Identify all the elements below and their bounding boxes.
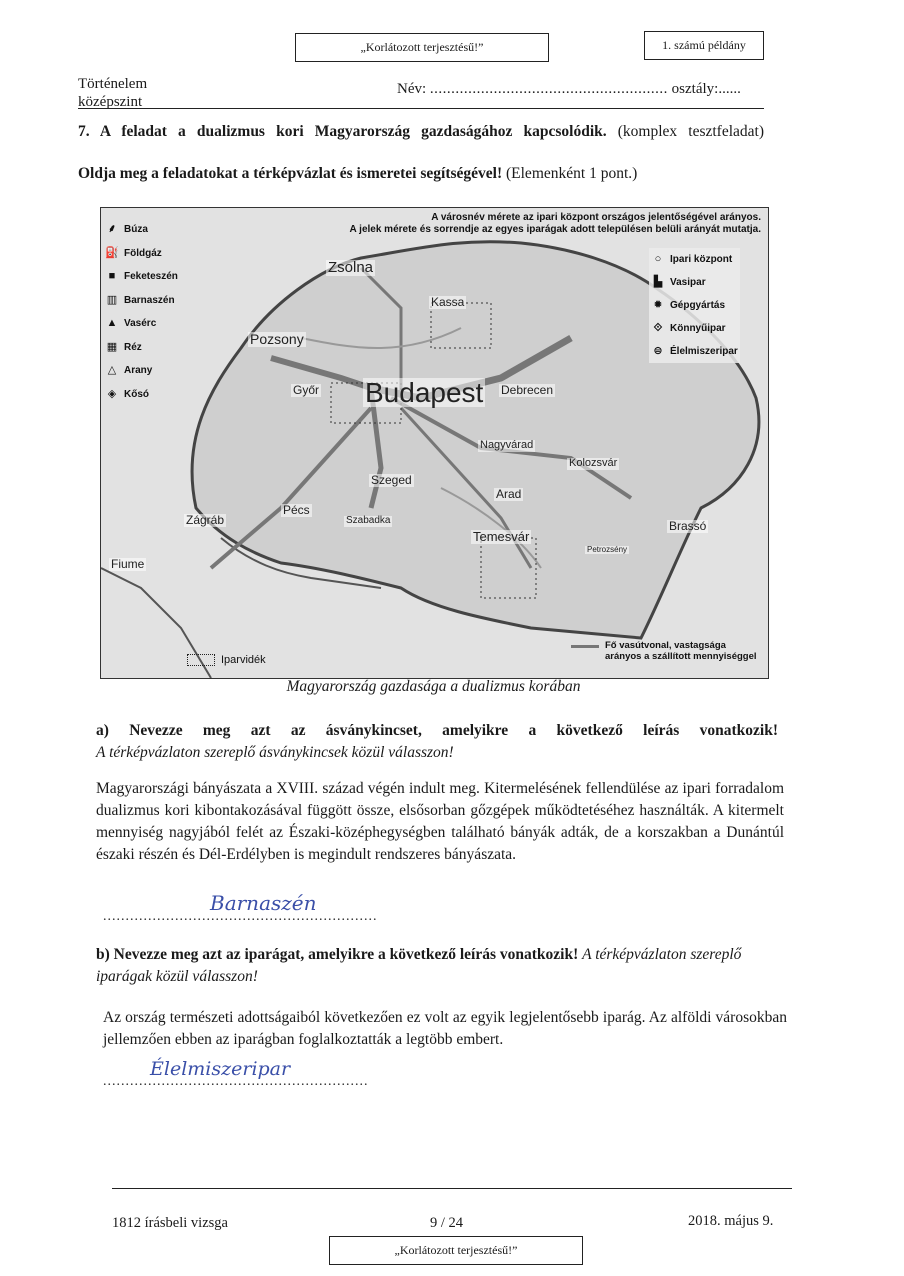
railway-legend [571, 640, 757, 662]
city-debrecen: Debrecen [501, 383, 554, 397]
legend-iron-industry-label: Vasipar [670, 277, 706, 288]
legend-gas [105, 242, 178, 266]
legend-iron-ore [105, 312, 178, 336]
subject-block [78, 75, 147, 111]
legend-brown-coal-label: Barnaszén [124, 294, 175, 306]
industrial-zone-legend [187, 654, 266, 666]
legend-light-industry [651, 317, 738, 340]
footer-exam-code: 1812 írásbeli vizsga [112, 1215, 228, 1231]
question-b-prompt [96, 944, 786, 988]
salt-icon: ◈ [107, 387, 117, 400]
legend-black-coal [105, 265, 178, 289]
task-title-normal: (komplex tesztfeladat) [617, 123, 764, 140]
answer-b-handwriting[interactable]: Élelmiszeripar [150, 1058, 291, 1080]
legend-salt [105, 383, 178, 407]
map-note-line2: A jelek mérete és sorrendje az egyes iparágak adott településen belüli arányát mutatja. [349, 224, 761, 235]
food-industry-icon: ⊜ [653, 345, 663, 357]
map-note-line1: A városnév mérete az ipari központ országos jelentőségével arányos. [431, 212, 761, 223]
iron-industry-icon: ▙ [653, 276, 663, 288]
legend-light-industry-label: Könnyűipar [670, 323, 726, 334]
header-rule [78, 108, 764, 109]
city-budapest: Budapest [365, 377, 484, 408]
industrial-zone-label: Iparvidék [221, 654, 266, 666]
railway-label-line2: arányos a szállított mennyiséggel [605, 651, 757, 662]
question-a-prompt-italic: A térképvázlaton szereplő ásványkincsek közül válasszon! [96, 744, 454, 761]
legend-right [649, 248, 740, 363]
restricted-text-top: „Korlátozott terjesztésű!” [360, 40, 484, 54]
light-industry-icon: ⟐ [653, 322, 663, 334]
legend-copper-label: Réz [124, 341, 142, 353]
legend-iron-industry [651, 271, 738, 294]
task-title [78, 121, 764, 143]
name-class-line [397, 80, 741, 98]
question-a-prompt-bold: a) Nevezze meg azt az ásványkincset, amelyikre a következő leírás vonatkozik! [96, 722, 778, 739]
legend-left [105, 218, 178, 406]
task-instruction-normal: (Elemenként 1 pont.) [506, 165, 638, 182]
legend-gold-label: Arany [124, 365, 153, 376]
city-szabadka: Szabadka [346, 515, 391, 526]
city-temesvar: Temesvár [473, 529, 530, 544]
legend-wheat [105, 218, 178, 242]
task-instruction [78, 163, 764, 185]
name-label: Név: [397, 81, 427, 97]
city-fiume: Fiume [111, 557, 145, 571]
legend-gas-label: Földgáz [124, 247, 162, 259]
city-gyor: Győr [293, 383, 320, 397]
task-title-bold: 7. A feladat a dualizmus kori Magyarország gazdaságához kapcsolódik. [78, 123, 607, 140]
question-b-text: Az ország természeti adottságaiból következően ez volt az egyik legjelentősebb iparág. Az alföldi városokban jellemzően ebben az iparágban foglalkoztatták a legtöbb embert. [103, 1009, 787, 1048]
footer-rule [112, 1188, 792, 1189]
legend-black-coal-label: Feketeszén [124, 271, 178, 282]
subject-line2: középszint [78, 94, 143, 110]
railway-legend-row [571, 640, 757, 662]
city-nagyvarad: Nagyvárad [480, 439, 534, 451]
subject-line1: Történelem [78, 76, 148, 92]
task-title-line [78, 121, 764, 143]
task-instruction-bold: Oldja meg a feladatokat a térképvázlat és ismeretei segítségével! [78, 165, 503, 182]
gold-icon: △ [107, 364, 117, 376]
legend-salt-label: Kősó [124, 388, 149, 400]
copy-number-label [644, 31, 764, 60]
city-szeged: Szeged [371, 473, 412, 487]
legend-copper [105, 336, 178, 360]
map-caption: Magyarország gazdasága a dualizmus korában [286, 678, 581, 695]
railway-line-icon [571, 645, 599, 648]
legend-wheat-label: Búza [124, 224, 148, 235]
question-b-prompt-italic: A térképvázlaton szereplő iparágak közül válasszon! [96, 946, 742, 985]
legend-iron-ore-label: Vasérc [124, 318, 157, 329]
answer-a-handwriting[interactable]: Barnaszén [210, 891, 317, 915]
city-zagrab: Zágráb [186, 513, 225, 527]
question-b-prompt-bold: b) Nevezze meg azt az iparágat, amelyikre a következő leírás vonatkozik! [96, 946, 579, 963]
legend-gold [105, 359, 178, 383]
city-brasso: Brassó [669, 519, 707, 533]
black-coal-icon: ■ [108, 270, 116, 282]
restricted-label-top [295, 33, 549, 62]
wheat-icon: ⸙ [107, 223, 117, 235]
industrial-zone-icon [187, 654, 215, 666]
class-label: osztály:...... [671, 81, 741, 97]
city-kassa: Kassa [431, 295, 465, 309]
legend-food-industry-label: Élelmiszeripar [670, 346, 738, 357]
answer-a-dots: ............................................................. [103, 909, 378, 924]
legend-industrial-center [651, 248, 738, 271]
economy-map [100, 207, 769, 679]
legend-food-industry [651, 340, 738, 363]
legend-machine-building [651, 294, 738, 317]
legend-industrial-center-label: Ipari központ [670, 254, 733, 265]
machine-building-icon: ✹ [653, 299, 663, 311]
answer-b-dots: ........................................................... [103, 1074, 369, 1089]
restricted-label-bottom [329, 1236, 583, 1265]
question-a-prompt [96, 720, 778, 764]
city-zsolna: Zsolna [328, 259, 374, 276]
brown-coal-icon: ▥ [106, 293, 118, 306]
industrial-center-icon: ○ [654, 253, 662, 265]
restricted-text-bottom: „Korlátozott terjesztésű!” [394, 1243, 518, 1257]
footer-date: 2018. május 9. [688, 1213, 774, 1229]
legend-brown-coal [105, 289, 178, 313]
city-pecs: Pécs [283, 503, 310, 517]
map-note [241, 212, 761, 236]
city-pozsony: Pozsony [250, 331, 304, 347]
city-petrozseny: Petrozsény [587, 545, 628, 554]
legend-machine-building-label: Gépgyártás [670, 300, 726, 311]
city-arad: Arad [496, 487, 522, 501]
iron-ore-icon: ▲ [106, 317, 118, 329]
copper-icon: ▦ [106, 340, 118, 353]
railway-label-line1: Fő vasútvonal, vastagsága [605, 640, 726, 651]
copy-number-text: 1. számú példány [662, 38, 746, 52]
railway-legend-text [605, 640, 757, 662]
name-dots: ........................................................ [429, 81, 668, 97]
footer-page-number: 9 / 24 [430, 1215, 464, 1231]
question-a-text: Magyarországi bányászata a XVIII. század végén indult meg. Kitermelésének fellendülése az ipari forradalom dualizmus kori kibontakozásával függött össze, elsősorban gőzgépek működtetéséhez használták. A kitermelt mennyiség nagyjából felét az Északi-középhegységben található bányák adták, de a korszakban a Dunántúl északi részén és Dél-Erdélyben is megindult rendszeres bányászata. [96, 780, 784, 863]
gas-icon: ⛽ [105, 246, 119, 259]
city-kolozsvar: Kolozsvár [569, 457, 618, 469]
